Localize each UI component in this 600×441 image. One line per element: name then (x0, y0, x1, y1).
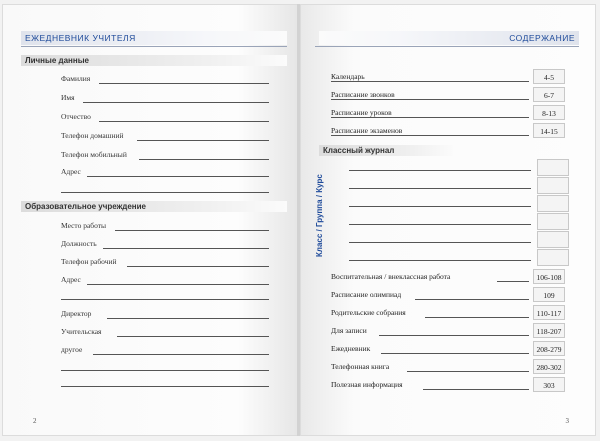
toc-entry[interactable] (319, 323, 565, 339)
toc-leader-line (331, 81, 529, 82)
field-line-work-address-2[interactable] (61, 299, 269, 300)
toc-entry[interactable] (319, 341, 565, 357)
field-label-position: Должность (61, 239, 97, 248)
toc-entry[interactable] (319, 269, 565, 285)
field-label-address: Адрес (61, 167, 81, 176)
toc-leader-line (425, 317, 529, 318)
field-label-work-phone: Телефон рабочий (61, 257, 117, 266)
right-page (300, 4, 596, 436)
toc-entry-title: Расписание экзаменов (331, 126, 403, 135)
journal-class-line[interactable] (349, 188, 531, 189)
field-label-name: Имя (61, 93, 75, 102)
field-label-workplace: Место работы (61, 221, 107, 230)
toc-leader-line (331, 99, 529, 100)
toc-entry-title: Расписание звонков (331, 90, 395, 99)
toc-entry[interactable] (319, 359, 565, 375)
field-label-patronymic: Отчество (61, 112, 91, 121)
toc-entry-pages: 6-7 (533, 87, 565, 102)
field-line-other-2[interactable] (61, 370, 269, 371)
left-page-header: ЕЖЕДНЕВНИК УЧИТЕЛЯ (21, 31, 287, 45)
journal-page-box[interactable] (537, 159, 569, 176)
field-line-work-phone[interactable] (127, 266, 269, 267)
toc-entry[interactable] (319, 377, 565, 393)
left-page-number: 2 (33, 417, 37, 425)
toc-leader-line (497, 281, 529, 282)
journal-class-line[interactable] (349, 260, 531, 261)
toc-entry-title: Ежедневник (331, 344, 371, 353)
field-line-mobile-phone[interactable] (139, 159, 269, 160)
toc-entry[interactable] (319, 105, 565, 121)
journal-class-line[interactable] (349, 170, 531, 171)
toc-entry-pages: 280-302 (533, 359, 565, 374)
toc-leader-line (379, 335, 529, 336)
toc-entry-title: Календарь (331, 72, 365, 81)
field-label-home-phone: Телефон домашний (61, 131, 124, 140)
toc-leader-line (331, 135, 529, 136)
toc-entry[interactable] (319, 305, 565, 321)
field-line-workplace[interactable] (115, 230, 269, 231)
journal-page-box[interactable] (537, 213, 569, 230)
field-label-work-address: Адрес (61, 275, 81, 284)
toc-entry-title: Воспитательная / внеклассная работа (331, 272, 451, 281)
header-divider (21, 46, 287, 47)
field-line-address-1[interactable] (87, 176, 269, 177)
field-label-director: Директор (61, 309, 92, 318)
toc-leader-line (415, 299, 529, 300)
toc-entry[interactable] (319, 69, 565, 85)
toc-entry-pages: 110-117 (533, 305, 565, 320)
field-line-director[interactable] (107, 318, 269, 319)
toc-entry-pages: 208-279 (533, 341, 565, 356)
field-label-other: другое (61, 345, 83, 354)
field-line-other-3[interactable] (61, 386, 269, 387)
field-line-name[interactable] (83, 102, 269, 103)
toc-leader-line (381, 353, 529, 354)
toc-entry-title: Родительские собрания (331, 308, 406, 317)
toc-leader-line (331, 117, 529, 118)
toc-entry-pages: 4-5 (533, 69, 565, 84)
right-page-number: 3 (565, 417, 569, 425)
toc-entry-title: Расписание олимпиад (331, 290, 402, 299)
header-divider (315, 46, 579, 47)
toc-entry-title: Телефонная книга (331, 362, 390, 371)
class-journal-section-title: Классный журнал (319, 145, 453, 156)
school-section-title: Образовательное учреждение (21, 201, 287, 212)
toc-leader-line (407, 371, 529, 372)
journal-page-box[interactable] (537, 177, 569, 194)
class-group-course-text: Класс / Группа / Курс (315, 174, 324, 257)
toc-entry-title: Для записи (331, 326, 367, 335)
toc-entry-pages: 8-13 (533, 105, 565, 120)
left-page (2, 4, 298, 436)
toc-entry-pages: 14-15 (533, 123, 565, 138)
field-line-position[interactable] (103, 248, 269, 249)
contents-header: СОДЕРЖАНИЕ (319, 31, 579, 45)
class-group-course-label (309, 165, 335, 261)
journal-page-box[interactable] (537, 231, 569, 248)
field-label-surname: Фамилия (61, 74, 91, 83)
field-line-surname[interactable] (99, 83, 269, 84)
toc-entry[interactable] (319, 123, 565, 139)
personal-data-section-title: Личные данные (21, 55, 287, 66)
journal-class-line[interactable] (349, 224, 531, 225)
field-line-staff-room[interactable] (117, 336, 269, 337)
journal-page-box[interactable] (537, 195, 569, 212)
toc-entry-title: Полезная информация (331, 380, 403, 389)
toc-entry-title: Расписание уроков (331, 108, 392, 117)
toc-entry-pages: 118-207 (533, 323, 565, 338)
field-line-patronymic[interactable] (99, 121, 269, 122)
journal-class-line[interactable] (349, 206, 531, 207)
field-line-other-1[interactable] (93, 354, 269, 355)
field-line-work-address-1[interactable] (87, 284, 269, 285)
field-line-home-phone[interactable] (137, 140, 269, 141)
toc-entry[interactable] (319, 287, 565, 303)
journal-class-line[interactable] (349, 242, 531, 243)
field-label-staff-room: Учительская (61, 327, 102, 336)
field-label-mobile-phone: Телефон мобильный (61, 150, 127, 159)
toc-leader-line (423, 389, 529, 390)
toc-entry-pages: 303 (533, 377, 565, 392)
field-line-address-2[interactable] (61, 192, 269, 193)
journal-page-box[interactable] (537, 249, 569, 266)
toc-entry[interactable] (319, 87, 565, 103)
toc-entry-pages: 109 (533, 287, 565, 302)
toc-entry-pages: 106-108 (533, 269, 565, 284)
